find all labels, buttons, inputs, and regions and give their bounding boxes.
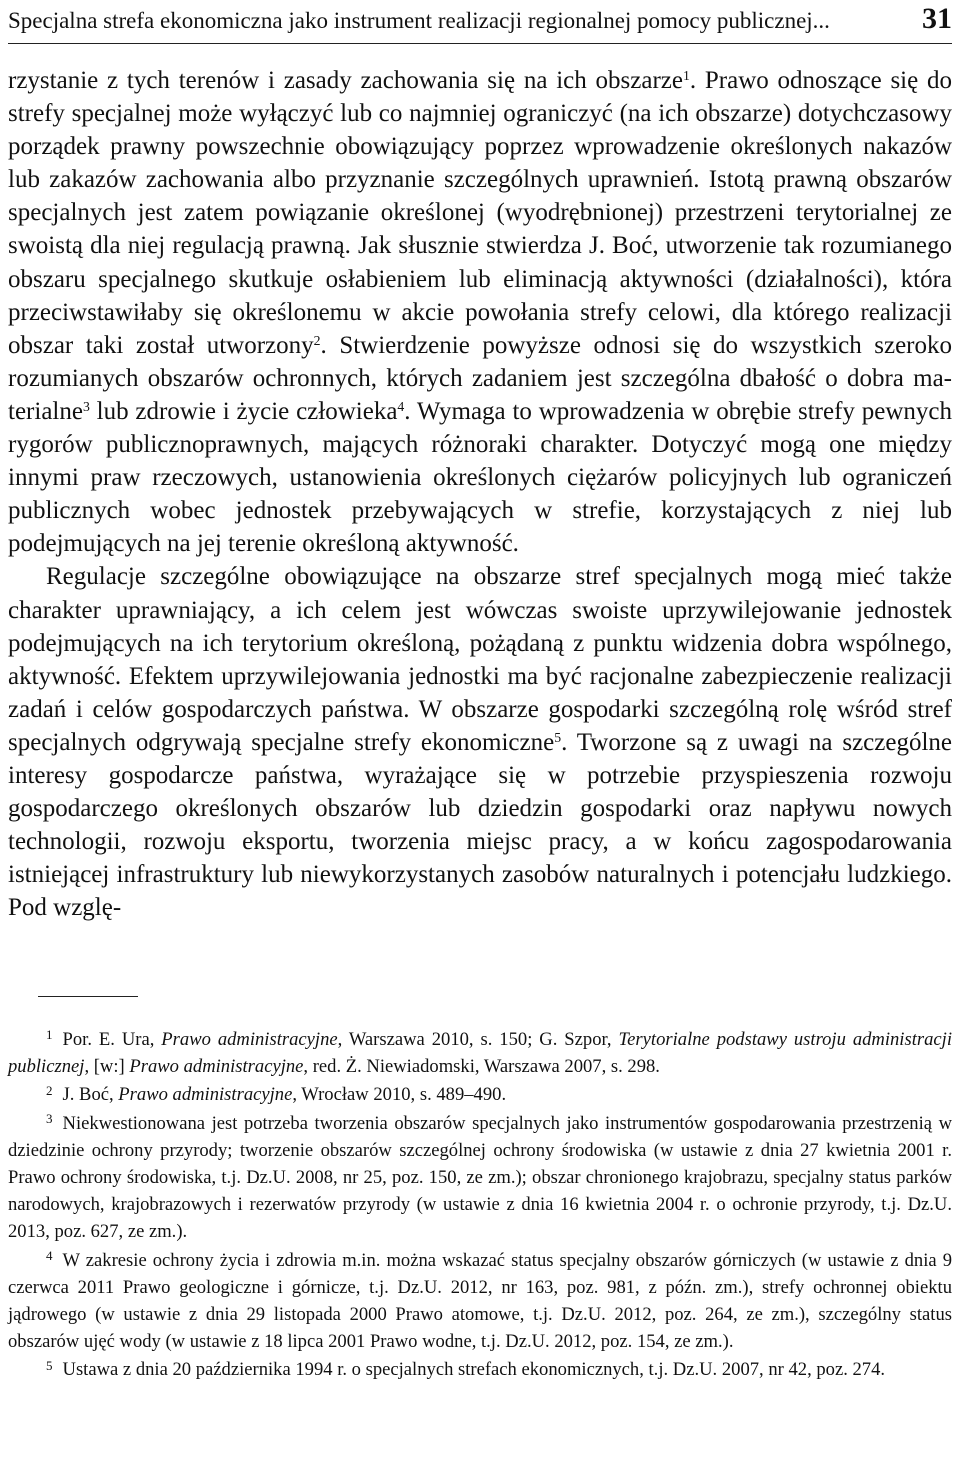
- text-run: . Prawo odnoszące się do strefy specjalnej może wyłączyć lub co najmniej ograniczyć (na ich obszarze) dotychczasowy porządek prawny powszechnie obowiązujący poprzez wprowadzenie określonych nakazów lub zakazów zachowania albo przyznanie szczególnych uprawnień. Istotą prawną obszarów specjalnych jest zatem powiązanie określonej (wyodrębnionej) przestrzeni terytorialnej ze swoistą dla niej regulacją prawną. Jak słusznie stwierdza J. Boć, utworzenie tak rozumianego obszaru specjalnego skutkuje osłabieniem lub eliminacją aktywności (działalności), która przeciwstawiłaby się określonemu w akcie powołania strefy celowi, dla którego realizacji obszar taki został utworzony: [8, 67, 952, 359]
- paragraph: [8, 560, 952, 924]
- footnote-text: J. Boć,: [62, 1084, 119, 1106]
- text-run: Regulacje szczególne obowiązujące na obszarze stref specjalnych mogą mieć także charakter uprawniający, a ich celem jest wówczas swoiste uprzywilejowanie jednostek podejmujących na ich terytorium określoną, pożądaną z punktu widzenia dobra wspólnego, aktywność. Efektem uprzywilejowania jednostki ma być racjonalne zabezpieczenie realizacji zadań i celów gospodarczych państwa. W obszarze gospodarki szczególną rolę wśród stref specjalnych odgrywają specjalne strefy ekonomiczne: [8, 563, 952, 756]
- footnote-number: 1: [46, 1027, 53, 1043]
- text-run: . Tworzone są z uwagi na szczególne interesy gospodarcze państwa, wyrażające się w potrzebie przyspieszenia rozwoju gospodarczego określonych obszarów lub dziedzin gospodarki oraz napływu nowych technologii, rozwoju eksportu, tworzenia miejsc pracy, a w końcu zagospodarowania istniejącej infrastruktury lub niewykorzystanych zasobów naturalnych i potencjału ludzkiego. Pod wzglę-: [8, 728, 952, 922]
- footnote-ref[interactable]: 5: [554, 729, 562, 745]
- footnote: [8, 1081, 952, 1108]
- text-run: . Wymaga to wprowadzenia w obrębie strefy pewnych rygorów publicznoprawnych, mających różnoraki charakter. Dotyczyć mogą one między innymi praw rzeczowych, ustanowienia określonych ciężarów policyjnych lub ograniczeń publicznych wobec jednostek przebywających w strefie, korzystających z niej lub podejmujących na jej terenie określoną aktywność.: [8, 397, 952, 558]
- text-run: . Stwierdzenie powyższe odnosi się do wszystkich szeroko rozumianych obszarów ochronnych, których zadaniem jest szczególna dbałość o dobra materialne: [8, 331, 953, 425]
- footnote-text: Ustawa z dnia 20 października 1994 r. o specjalnych strefach ekonomicznych, t.j. Dz.U. 2007, nr 42, poz. 274.: [62, 1359, 886, 1381]
- footnote-ref[interactable]: 2: [313, 332, 321, 348]
- footnote-ref[interactable]: 3: [82, 398, 90, 414]
- running-header-title: Specjalna strefa ekonomiczna jako instrument realizacji regionalnej pomocy publicznej...: [8, 8, 830, 33]
- text-run: lub zdrowie i życie człowieka: [89, 397, 398, 425]
- footnote: [8, 1026, 952, 1080]
- footnote-text: , Warszawa 2010, s. 150; G. Szpor,: [337, 1029, 619, 1050]
- footnote-number: 3: [46, 1110, 53, 1126]
- footnote-text: Por. E. Ura,: [62, 1029, 162, 1050]
- footnotes: [8, 1026, 952, 1384]
- footnote-number: 4: [46, 1247, 53, 1263]
- footnote-number: 5: [46, 1357, 53, 1373]
- footnote-ref[interactable]: 1: [682, 67, 690, 83]
- paragraph: [8, 64, 952, 560]
- footnote-number: 2: [46, 1082, 53, 1098]
- footnote-title: Prawo administracyjne: [118, 1084, 293, 1106]
- footnote-text: , Wrocław 2010, s. 489–490.: [292, 1084, 507, 1106]
- footnote: [8, 1247, 952, 1356]
- footnote-separator: [38, 996, 138, 997]
- footnote-ref[interactable]: 4: [397, 398, 405, 414]
- footnote: [8, 1356, 952, 1383]
- footnote: [8, 1110, 952, 1246]
- footnote-title: Prawo administracyjne: [161, 1029, 338, 1050]
- header-rule: [8, 43, 952, 44]
- text-run: rzystanie z tych terenów i zasady zachowania się na ich obszarze: [8, 67, 683, 94]
- footnote-text: W zakresie ochrony życia i zdrowia m.in. można wskazać status specjalny obszarów górniczych (w ustawie z dnia 9 czerwca 2011 Prawo geologiczne i górnicze, t.j. Dz.U. 2012, nr 163, poz. 981, z późn. zm.), strefy ochronnej obiektu jądrowego (w ustawie z dnia 29 listopada 2000 Prawo atomowe, t.j. Dz.U. 2012, poz. 264, ze zm.), szczególny status obszarów ujęć wody (w ustawie z 18 lipca 2001 Prawo wodne, t.j. Dz.U. 2012, poz. 154, ze zm.).: [8, 1249, 952, 1353]
- footnote-title: Terytorialne podstawy ustroju administracji publicznej: [8, 1029, 952, 1078]
- main-text: [8, 64, 952, 924]
- footnote-title: Prawo administracyjne: [129, 1056, 304, 1078]
- footnote-text: , [w:]: [84, 1056, 130, 1078]
- page-number: 31: [922, 2, 952, 35]
- footnote-text: Niekwestionowana jest potrzeba tworzenia obszarów specjalnych jako instrumentów gospodarowania przestrzenią w dziedzinie ochrony przyrody; tworzenie obszarów szczególnej ochrony środowiska (w ustawie z dnia 27 kwietnia 2001 r. Prawo ochrony środowiska, t.j. Dz.U. 2008, nr 25, poz. 150, ze zm.); obszar chronionego krajobrazu, specjalny status parków narodowych, krajobrazowych i rezerwatów przyrody (w ustawie z dnia 16 kwietnia 2004 r. o ochronie przyrody, t.j. Dz.U. 2013, poz. 627, ze zm.).: [8, 1112, 952, 1243]
- running-header: [8, 2, 952, 42]
- footnote-text: , red. Ż. Niewiadomski, Warszawa 2007, s. 298.: [303, 1056, 660, 1078]
